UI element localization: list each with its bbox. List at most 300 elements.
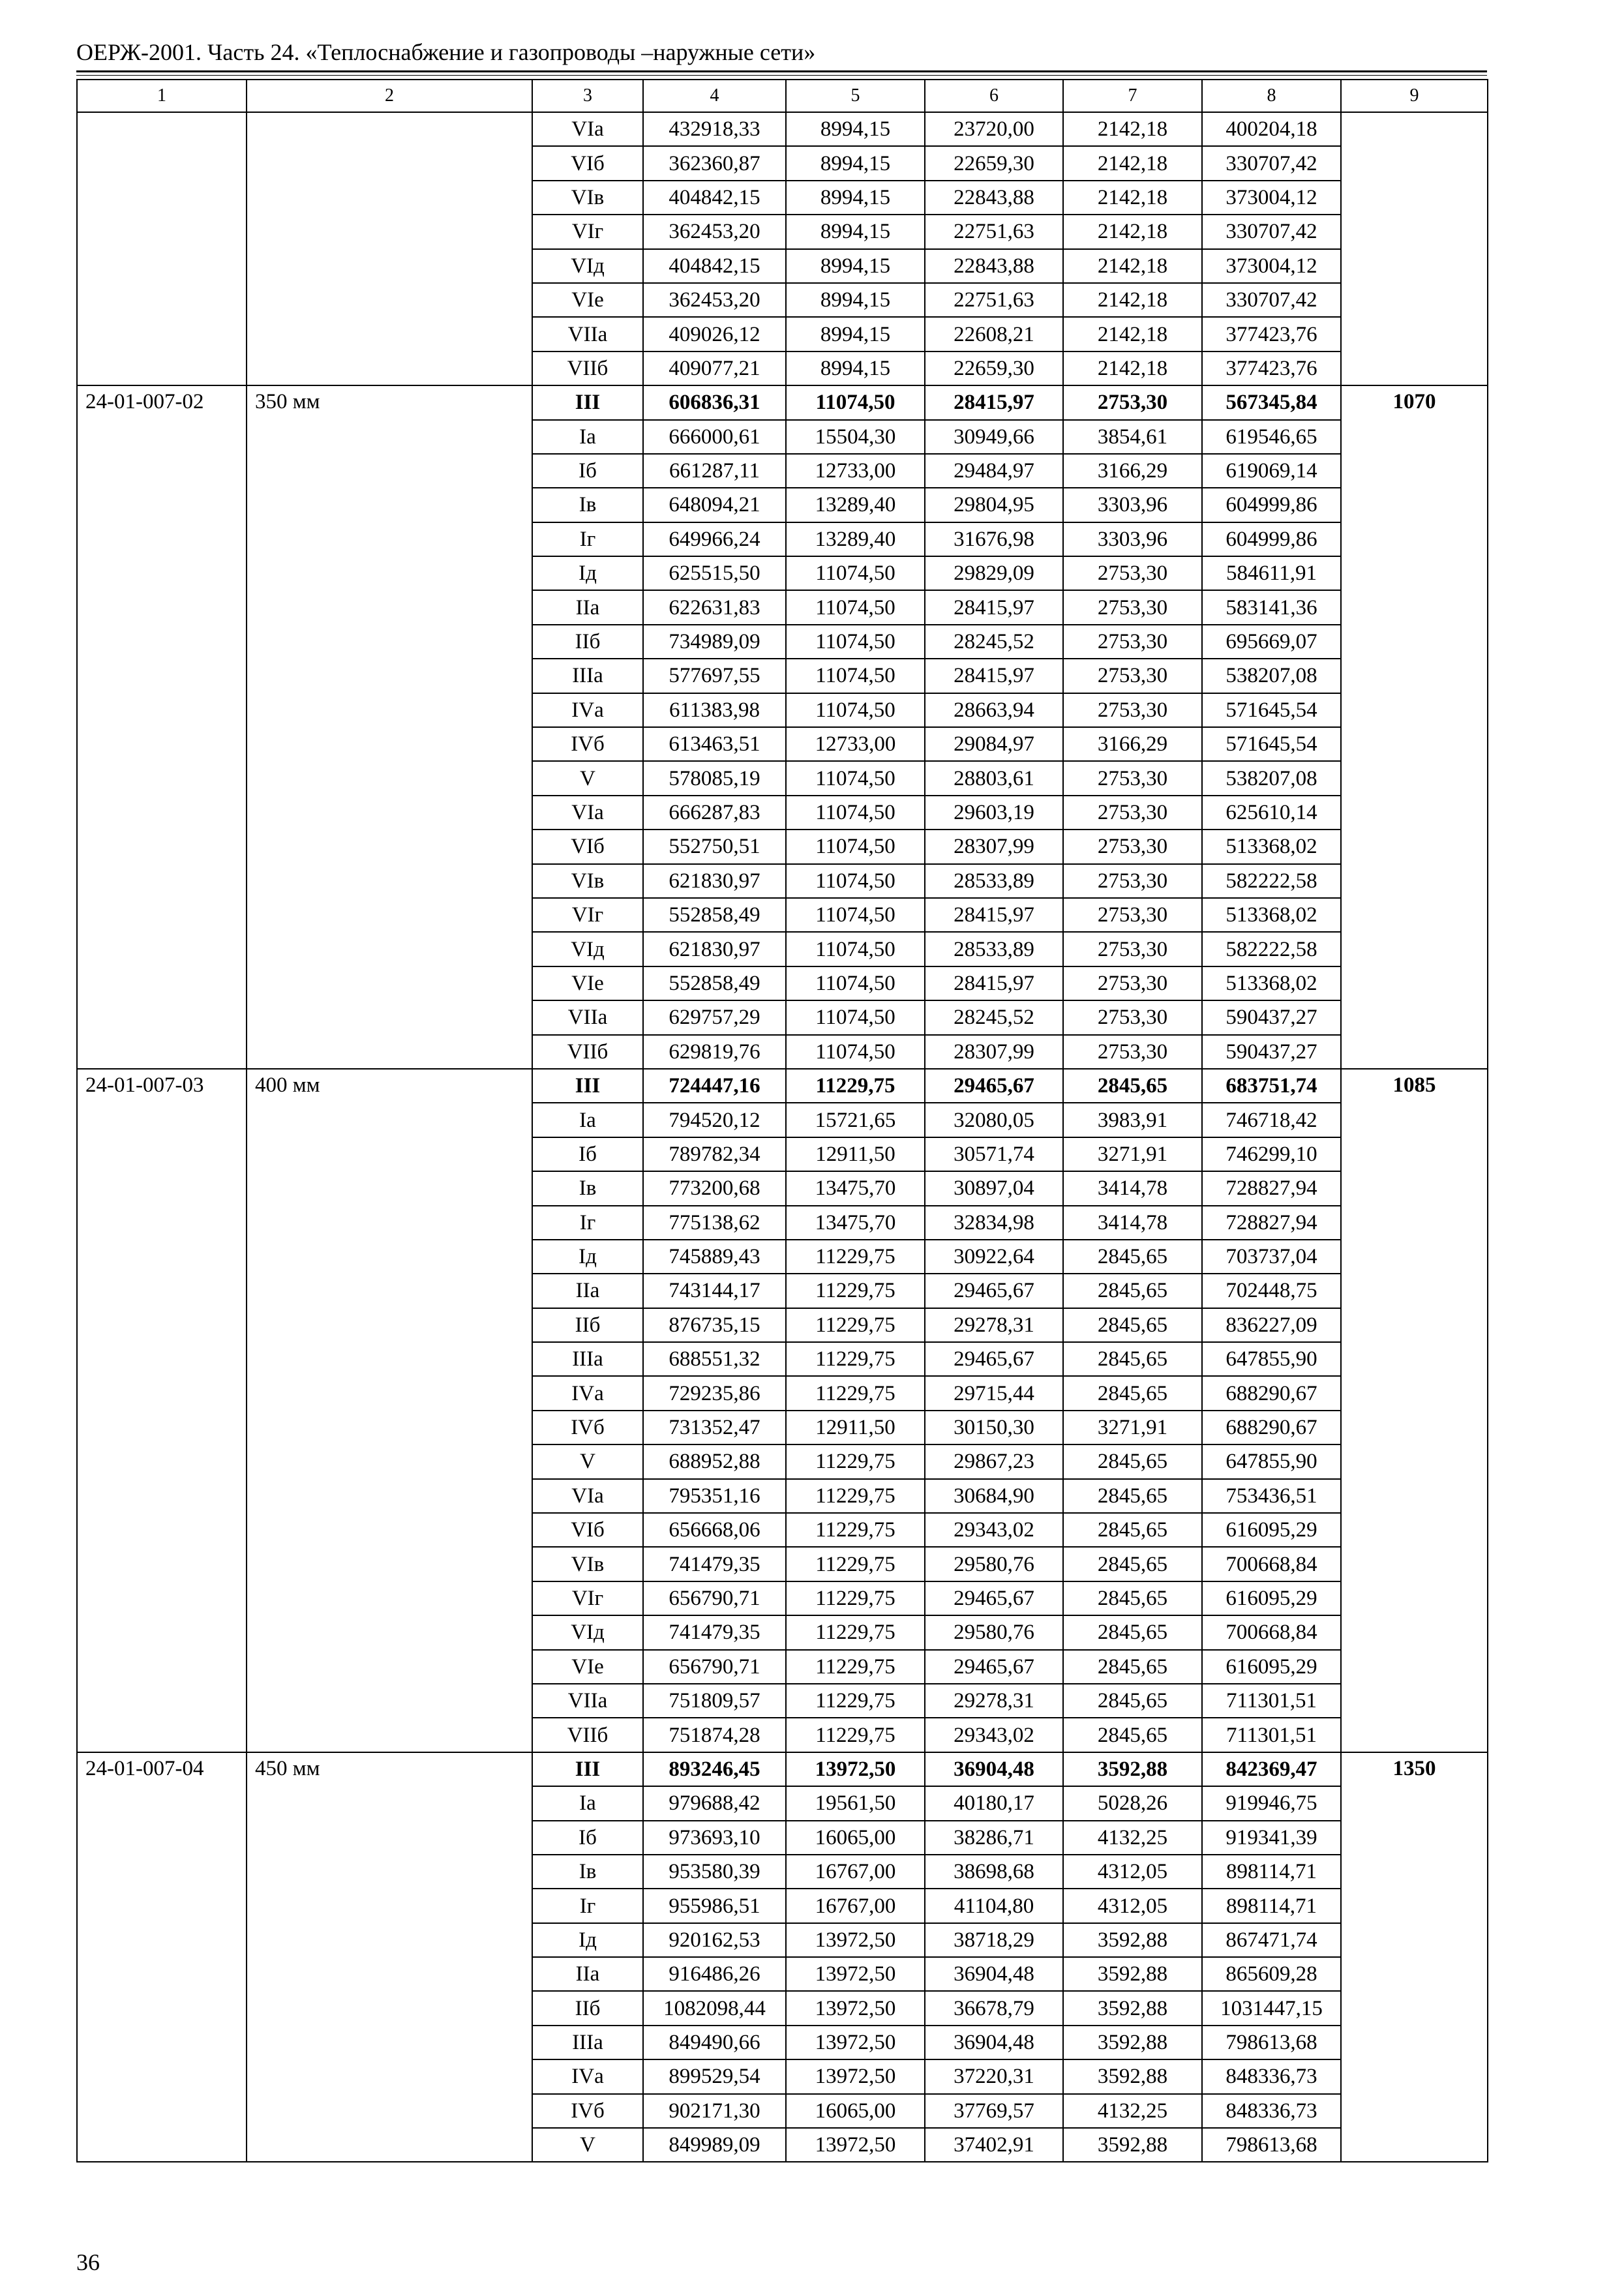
value-cell: 11229,75	[786, 1342, 925, 1376]
value-cell: 11074,50	[786, 590, 925, 624]
value-cell: 865609,28	[1202, 1957, 1341, 1991]
value-cell: 590437,27	[1202, 1035, 1341, 1069]
value-cell: 2845,65	[1063, 1718, 1202, 1752]
value-cell: 703737,04	[1202, 1240, 1341, 1274]
region-cell: Iв	[532, 1171, 643, 1205]
value-cell: 2845,65	[1063, 1684, 1202, 1718]
value-cell: 11074,50	[786, 830, 925, 863]
value-cell: 751874,28	[643, 1718, 786, 1752]
value-cell: 919946,75	[1202, 1786, 1341, 1820]
value-cell: 11229,75	[786, 1274, 925, 1308]
value-cell: 2845,65	[1063, 1581, 1202, 1615]
value-cell: 3592,88	[1063, 1752, 1202, 1786]
value-cell: 38698,68	[925, 1855, 1063, 1889]
value-cell: 22843,88	[925, 249, 1063, 283]
region-cell: V	[532, 761, 643, 795]
value-cell: 11229,75	[786, 1547, 925, 1581]
region-cell: Iд	[532, 1240, 643, 1274]
value-cell: 28533,89	[925, 932, 1063, 966]
value-cell: 2845,65	[1063, 1376, 1202, 1410]
value-cell: 16767,00	[786, 1889, 925, 1922]
value-cell: 731352,47	[643, 1411, 786, 1444]
value-cell: 902171,30	[643, 2094, 786, 2128]
region-cell: Iд	[532, 1923, 643, 1957]
value-cell: 8994,15	[786, 112, 925, 146]
region-cell: Iг	[532, 1889, 643, 1922]
value-cell: 746718,42	[1202, 1103, 1341, 1137]
value-cell: 11074,50	[786, 898, 925, 932]
value-cell: 32080,05	[925, 1103, 1063, 1137]
region-cell: VIб	[532, 146, 643, 180]
rate-code-cell: 24-01-007-04	[77, 1752, 247, 2162]
region-cell: III	[532, 1069, 643, 1103]
value-cell: 2142,18	[1063, 352, 1202, 385]
value-cell: 11074,50	[786, 556, 925, 590]
value-cell: 916486,26	[643, 1957, 786, 1991]
column-number: 1	[77, 80, 247, 112]
value-cell: 953580,39	[643, 1855, 786, 1889]
value-cell: 743144,17	[643, 1274, 786, 1308]
value-cell: 2845,65	[1063, 1308, 1202, 1342]
value-cell: 578085,19	[643, 761, 786, 795]
table-row	[77, 385, 1488, 419]
value-cell: 11074,50	[786, 1000, 925, 1034]
region-cell: Iб	[532, 454, 643, 488]
value-cell: 4312,05	[1063, 1889, 1202, 1922]
page-header	[76, 38, 1487, 67]
value-cell: 38286,71	[925, 1821, 1063, 1855]
value-cell: 362453,20	[643, 215, 786, 248]
diameter-cell: 400 мм	[247, 1069, 532, 1752]
value-cell: 3166,29	[1063, 727, 1202, 761]
value-cell: 3983,91	[1063, 1103, 1202, 1137]
value-cell: 848336,73	[1202, 2094, 1341, 2128]
header-rule	[76, 75, 1487, 76]
value-cell: 2142,18	[1063, 317, 1202, 351]
diameter-cell: 350 мм	[247, 385, 532, 1069]
region-cell: Iа	[532, 1786, 643, 1820]
value-cell: 3592,88	[1063, 1957, 1202, 1991]
value-cell: 22751,63	[925, 283, 1063, 317]
value-cell: 798613,68	[1202, 2128, 1341, 2162]
value-cell: 373004,12	[1202, 181, 1341, 215]
value-cell: 3414,78	[1063, 1206, 1202, 1240]
region-cell: VIг	[532, 898, 643, 932]
region-cell: VIа	[532, 1479, 643, 1513]
value-cell: 898114,71	[1202, 1889, 1341, 1922]
value-cell: 979688,42	[643, 1786, 786, 1820]
value-cell: 2753,30	[1063, 796, 1202, 830]
value-cell: 606836,31	[643, 385, 786, 419]
value-cell: 330707,42	[1202, 283, 1341, 317]
header-rule	[76, 70, 1487, 72]
value-cell: 36678,79	[925, 1991, 1063, 2025]
value-cell: 745889,43	[643, 1240, 786, 1274]
value-cell: 28415,97	[925, 898, 1063, 932]
value-cell: 867471,74	[1202, 1923, 1341, 1957]
value-cell: 13289,40	[786, 522, 925, 556]
value-cell: 19561,50	[786, 1786, 925, 1820]
value-cell: 29343,02	[925, 1718, 1063, 1752]
value-cell: 513368,02	[1202, 966, 1341, 1000]
value-cell: 2753,30	[1063, 659, 1202, 693]
value-cell: 2845,65	[1063, 1513, 1202, 1547]
value-cell: 3303,96	[1063, 488, 1202, 522]
value-cell: 616095,29	[1202, 1581, 1341, 1615]
value-cell: 2142,18	[1063, 249, 1202, 283]
value-cell: 656668,06	[643, 1513, 786, 1547]
value-cell: 11229,75	[786, 1718, 925, 1752]
value-cell: 2753,30	[1063, 625, 1202, 659]
value-cell: 683751,74	[1202, 1069, 1341, 1103]
value-cell: 28663,94	[925, 693, 1063, 727]
page-number: 36	[76, 2249, 100, 2275]
value-cell: 8994,15	[786, 317, 925, 351]
value-cell: 2753,30	[1063, 556, 1202, 590]
region-cell: IVа	[532, 2059, 643, 2093]
value-cell: 13972,50	[786, 1957, 925, 1991]
value-cell: 13972,50	[786, 2128, 925, 2162]
column-number: 8	[1202, 80, 1341, 112]
value-cell: 775138,62	[643, 1206, 786, 1240]
value-cell: 625515,50	[643, 556, 786, 590]
region-cell: Iв	[532, 488, 643, 522]
value-cell: 11074,50	[786, 864, 925, 898]
value-cell: 13972,50	[786, 2026, 925, 2059]
value-cell: 666000,61	[643, 420, 786, 454]
value-cell: 12911,50	[786, 1137, 925, 1171]
value-cell: 2753,30	[1063, 761, 1202, 795]
region-cell: IIб	[532, 1991, 643, 2025]
value-cell: 11074,50	[786, 625, 925, 659]
value-cell: 611383,98	[643, 693, 786, 727]
region-cell: VIIа	[532, 1000, 643, 1034]
value-cell: 29343,02	[925, 1513, 1063, 1547]
value-cell: 920162,53	[643, 1923, 786, 1957]
value-cell: 11229,75	[786, 1479, 925, 1513]
region-cell: VIе	[532, 283, 643, 317]
column-number: 6	[925, 80, 1063, 112]
value-cell: 13475,70	[786, 1206, 925, 1240]
page-header-title: ОЕРЖ-2001. Часть 24. «Теплоснабжение и газопроводы –наружные сети»	[76, 39, 816, 65]
value-cell: 29580,76	[925, 1547, 1063, 1581]
value-cell: 724447,16	[643, 1069, 786, 1103]
value-cell: 789782,34	[643, 1137, 786, 1171]
region-cell: Iд	[532, 556, 643, 590]
column-number: 9	[1341, 80, 1488, 112]
region-cell: IVа	[532, 693, 643, 727]
region-cell: VIг	[532, 1581, 643, 1615]
value-cell: 30897,04	[925, 1171, 1063, 1205]
value-cell: 728827,94	[1202, 1171, 1341, 1205]
region-cell: III	[532, 1752, 643, 1786]
value-cell: 621830,97	[643, 864, 786, 898]
value-cell: 2753,30	[1063, 830, 1202, 863]
region-cell: VIд	[532, 249, 643, 283]
value-cell: 8994,15	[786, 352, 925, 385]
value-cell: 11074,50	[786, 932, 925, 966]
column-number: 3	[532, 80, 643, 112]
value-cell: 616095,29	[1202, 1650, 1341, 1684]
value-cell: 22659,30	[925, 352, 1063, 385]
value-cell: 11229,75	[786, 1615, 925, 1649]
value-cell: 647855,90	[1202, 1444, 1341, 1478]
region-cell: VIд	[532, 1615, 643, 1649]
value-cell: 3854,61	[1063, 420, 1202, 454]
value-cell: 11074,50	[786, 966, 925, 1000]
value-cell: 629819,76	[643, 1035, 786, 1069]
value-cell: 11229,75	[786, 1444, 925, 1478]
value-cell: 400204,18	[1202, 112, 1341, 146]
value-cell: 513368,02	[1202, 830, 1341, 863]
value-cell: 5028,26	[1063, 1786, 1202, 1820]
table-row	[77, 1069, 1488, 1103]
value-cell: 1082098,44	[643, 1991, 786, 2025]
value-cell: 688551,32	[643, 1342, 786, 1376]
region-cell: III	[532, 385, 643, 419]
value-cell: 899529,54	[643, 2059, 786, 2093]
region-cell: IIа	[532, 590, 643, 624]
value-cell: 649966,24	[643, 522, 786, 556]
value-cell: 794520,12	[643, 1103, 786, 1137]
value-cell: 4132,25	[1063, 1821, 1202, 1855]
value-cell: 404842,15	[643, 181, 786, 215]
column-number: 7	[1063, 80, 1202, 112]
value-cell: 876735,15	[643, 1308, 786, 1342]
value-cell: 893246,45	[643, 1752, 786, 1786]
value-cell: 11229,75	[786, 1581, 925, 1615]
value-cell: 11229,75	[786, 1513, 925, 1547]
region-cell: IIIа	[532, 1342, 643, 1376]
value-cell: 583141,36	[1202, 590, 1341, 624]
region-cell: IIб	[532, 625, 643, 659]
value-cell: 28415,97	[925, 590, 1063, 624]
value-cell: 16065,00	[786, 1821, 925, 1855]
rate-code-cell: 24-01-007-02	[77, 385, 247, 1069]
column-number: 4	[643, 80, 786, 112]
value-cell: 29484,97	[925, 454, 1063, 488]
value-cell: 2142,18	[1063, 181, 1202, 215]
value-cell: 2845,65	[1063, 1069, 1202, 1103]
column-9-cell	[1341, 112, 1488, 385]
value-cell: 29867,23	[925, 1444, 1063, 1478]
value-cell: 604999,86	[1202, 522, 1341, 556]
value-cell: 11074,50	[786, 693, 925, 727]
value-cell: 2753,30	[1063, 1035, 1202, 1069]
region-cell: VIа	[532, 112, 643, 146]
region-cell: VIе	[532, 966, 643, 1000]
region-cell: VIв	[532, 181, 643, 215]
value-cell: 28307,99	[925, 830, 1063, 863]
region-cell: VIIа	[532, 317, 643, 351]
value-cell: 688290,67	[1202, 1411, 1341, 1444]
value-cell: 582222,58	[1202, 864, 1341, 898]
value-cell: 621830,97	[643, 932, 786, 966]
value-cell: 11074,50	[786, 385, 925, 419]
value-cell: 30684,90	[925, 1479, 1063, 1513]
value-cell: 29603,19	[925, 796, 1063, 830]
value-cell: 36904,48	[925, 1752, 1063, 1786]
value-cell: 11229,75	[786, 1308, 925, 1342]
value-cell: 2845,65	[1063, 1240, 1202, 1274]
value-cell: 571645,54	[1202, 727, 1341, 761]
region-cell: IIа	[532, 1274, 643, 1308]
value-cell: 330707,42	[1202, 146, 1341, 180]
value-cell: 798613,68	[1202, 2026, 1341, 2059]
value-cell: 538207,08	[1202, 761, 1341, 795]
value-cell: 2753,30	[1063, 385, 1202, 419]
value-cell: 8994,15	[786, 146, 925, 180]
value-cell: 729235,86	[643, 1376, 786, 1410]
region-cell: VIIа	[532, 1684, 643, 1718]
value-cell: 13972,50	[786, 1991, 925, 2025]
value-cell: 12911,50	[786, 1411, 925, 1444]
value-cell: 330707,42	[1202, 215, 1341, 248]
value-cell: 571645,54	[1202, 693, 1341, 727]
value-cell: 22751,63	[925, 215, 1063, 248]
value-cell: 656790,71	[643, 1650, 786, 1684]
value-cell: 373004,12	[1202, 249, 1341, 283]
value-cell: 11229,75	[786, 1240, 925, 1274]
value-cell: 22843,88	[925, 181, 1063, 215]
value-cell: 29278,31	[925, 1308, 1063, 1342]
value-cell: 404842,15	[643, 249, 786, 283]
value-cell: 513368,02	[1202, 898, 1341, 932]
column-9-cell: 1085	[1341, 1069, 1488, 1752]
value-cell: 619069,14	[1202, 454, 1341, 488]
value-cell: 3271,91	[1063, 1137, 1202, 1171]
region-cell: Iа	[532, 420, 643, 454]
value-cell: 8994,15	[786, 283, 925, 317]
value-cell: 28415,97	[925, 966, 1063, 1000]
table-body	[77, 80, 1488, 2162]
value-cell: 2753,30	[1063, 932, 1202, 966]
value-cell: 362453,20	[643, 283, 786, 317]
value-cell: 3592,88	[1063, 1923, 1202, 1957]
region-cell: VIг	[532, 215, 643, 248]
value-cell: 613463,51	[643, 727, 786, 761]
value-cell: 29715,44	[925, 1376, 1063, 1410]
value-cell: 629757,29	[643, 1000, 786, 1034]
column-number: 2	[247, 80, 532, 112]
value-cell: 741479,35	[643, 1547, 786, 1581]
value-cell: 2753,30	[1063, 864, 1202, 898]
value-cell: 11229,75	[786, 1684, 925, 1718]
value-cell: 28533,89	[925, 864, 1063, 898]
value-cell: 30949,66	[925, 420, 1063, 454]
value-cell: 590437,27	[1202, 1000, 1341, 1034]
region-cell: VIа	[532, 796, 643, 830]
value-cell: 3592,88	[1063, 2059, 1202, 2093]
value-cell: 11074,50	[786, 659, 925, 693]
value-cell: 32834,98	[925, 1206, 1063, 1240]
value-cell: 1031447,15	[1202, 1991, 1341, 2025]
value-cell: 36904,48	[925, 1957, 1063, 1991]
value-cell: 552858,49	[643, 966, 786, 1000]
region-cell: IIб	[532, 1308, 643, 1342]
value-cell: 13972,50	[786, 1923, 925, 1957]
column-number-row	[77, 80, 1488, 112]
value-cell: 13289,40	[786, 488, 925, 522]
rate-code-cell	[77, 112, 247, 385]
value-cell: 29829,09	[925, 556, 1063, 590]
value-cell: 16065,00	[786, 2094, 925, 2128]
value-cell: 2753,30	[1063, 1000, 1202, 1034]
value-cell: 2845,65	[1063, 1444, 1202, 1478]
value-cell: 28307,99	[925, 1035, 1063, 1069]
value-cell: 28245,52	[925, 625, 1063, 659]
value-cell: 29580,76	[925, 1615, 1063, 1649]
value-cell: 377423,76	[1202, 352, 1341, 385]
value-cell: 11074,50	[786, 761, 925, 795]
value-cell: 751809,57	[643, 1684, 786, 1718]
value-cell: 22608,21	[925, 317, 1063, 351]
value-cell: 15504,30	[786, 420, 925, 454]
value-cell: 38718,29	[925, 1923, 1063, 1957]
value-cell: 2142,18	[1063, 146, 1202, 180]
region-cell: Iб	[532, 1137, 643, 1171]
value-cell: 29084,97	[925, 727, 1063, 761]
value-cell: 2845,65	[1063, 1274, 1202, 1308]
value-cell: 11229,75	[786, 1376, 925, 1410]
value-cell: 849989,09	[643, 2128, 786, 2162]
value-cell: 584611,91	[1202, 556, 1341, 590]
region-cell: Iа	[532, 1103, 643, 1137]
value-cell: 29465,67	[925, 1342, 1063, 1376]
value-cell: 688290,67	[1202, 1376, 1341, 1410]
value-cell: 2845,65	[1063, 1479, 1202, 1513]
value-cell: 3592,88	[1063, 2026, 1202, 2059]
value-cell: 3271,91	[1063, 1411, 1202, 1444]
value-cell: 616095,29	[1202, 1513, 1341, 1547]
value-cell: 23720,00	[925, 112, 1063, 146]
value-cell: 842369,47	[1202, 1752, 1341, 1786]
value-cell: 2753,30	[1063, 898, 1202, 932]
value-cell: 582222,58	[1202, 932, 1341, 966]
value-cell: 619546,65	[1202, 420, 1341, 454]
value-cell: 37402,91	[925, 2128, 1063, 2162]
value-cell: 37220,31	[925, 2059, 1063, 2093]
value-cell: 773200,68	[643, 1171, 786, 1205]
value-cell: 2142,18	[1063, 112, 1202, 146]
region-cell: IIIа	[532, 659, 643, 693]
value-cell: 656790,71	[643, 1581, 786, 1615]
value-cell: 3303,96	[1063, 522, 1202, 556]
value-cell: 28415,97	[925, 385, 1063, 419]
value-cell: 11074,50	[786, 796, 925, 830]
value-cell: 849490,66	[643, 2026, 786, 2059]
value-cell: 711301,51	[1202, 1718, 1341, 1752]
value-cell: 3414,78	[1063, 1171, 1202, 1205]
value-cell: 28245,52	[925, 1000, 1063, 1034]
region-cell: V	[532, 1444, 643, 1478]
region-cell: IVб	[532, 2094, 643, 2128]
value-cell: 688952,88	[643, 1444, 786, 1478]
value-cell: 2845,65	[1063, 1547, 1202, 1581]
region-cell: IVб	[532, 1411, 643, 1444]
region-cell: VIв	[532, 1547, 643, 1581]
value-cell: 836227,09	[1202, 1308, 1341, 1342]
value-cell: 36904,48	[925, 2026, 1063, 2059]
value-cell: 666287,83	[643, 796, 786, 830]
region-cell: IIIа	[532, 2026, 643, 2059]
region-cell: VIд	[532, 932, 643, 966]
value-cell: 552750,51	[643, 830, 786, 863]
value-cell: 741479,35	[643, 1615, 786, 1649]
region-cell: Iб	[532, 1821, 643, 1855]
value-cell: 12733,00	[786, 454, 925, 488]
value-cell: 661287,11	[643, 454, 786, 488]
